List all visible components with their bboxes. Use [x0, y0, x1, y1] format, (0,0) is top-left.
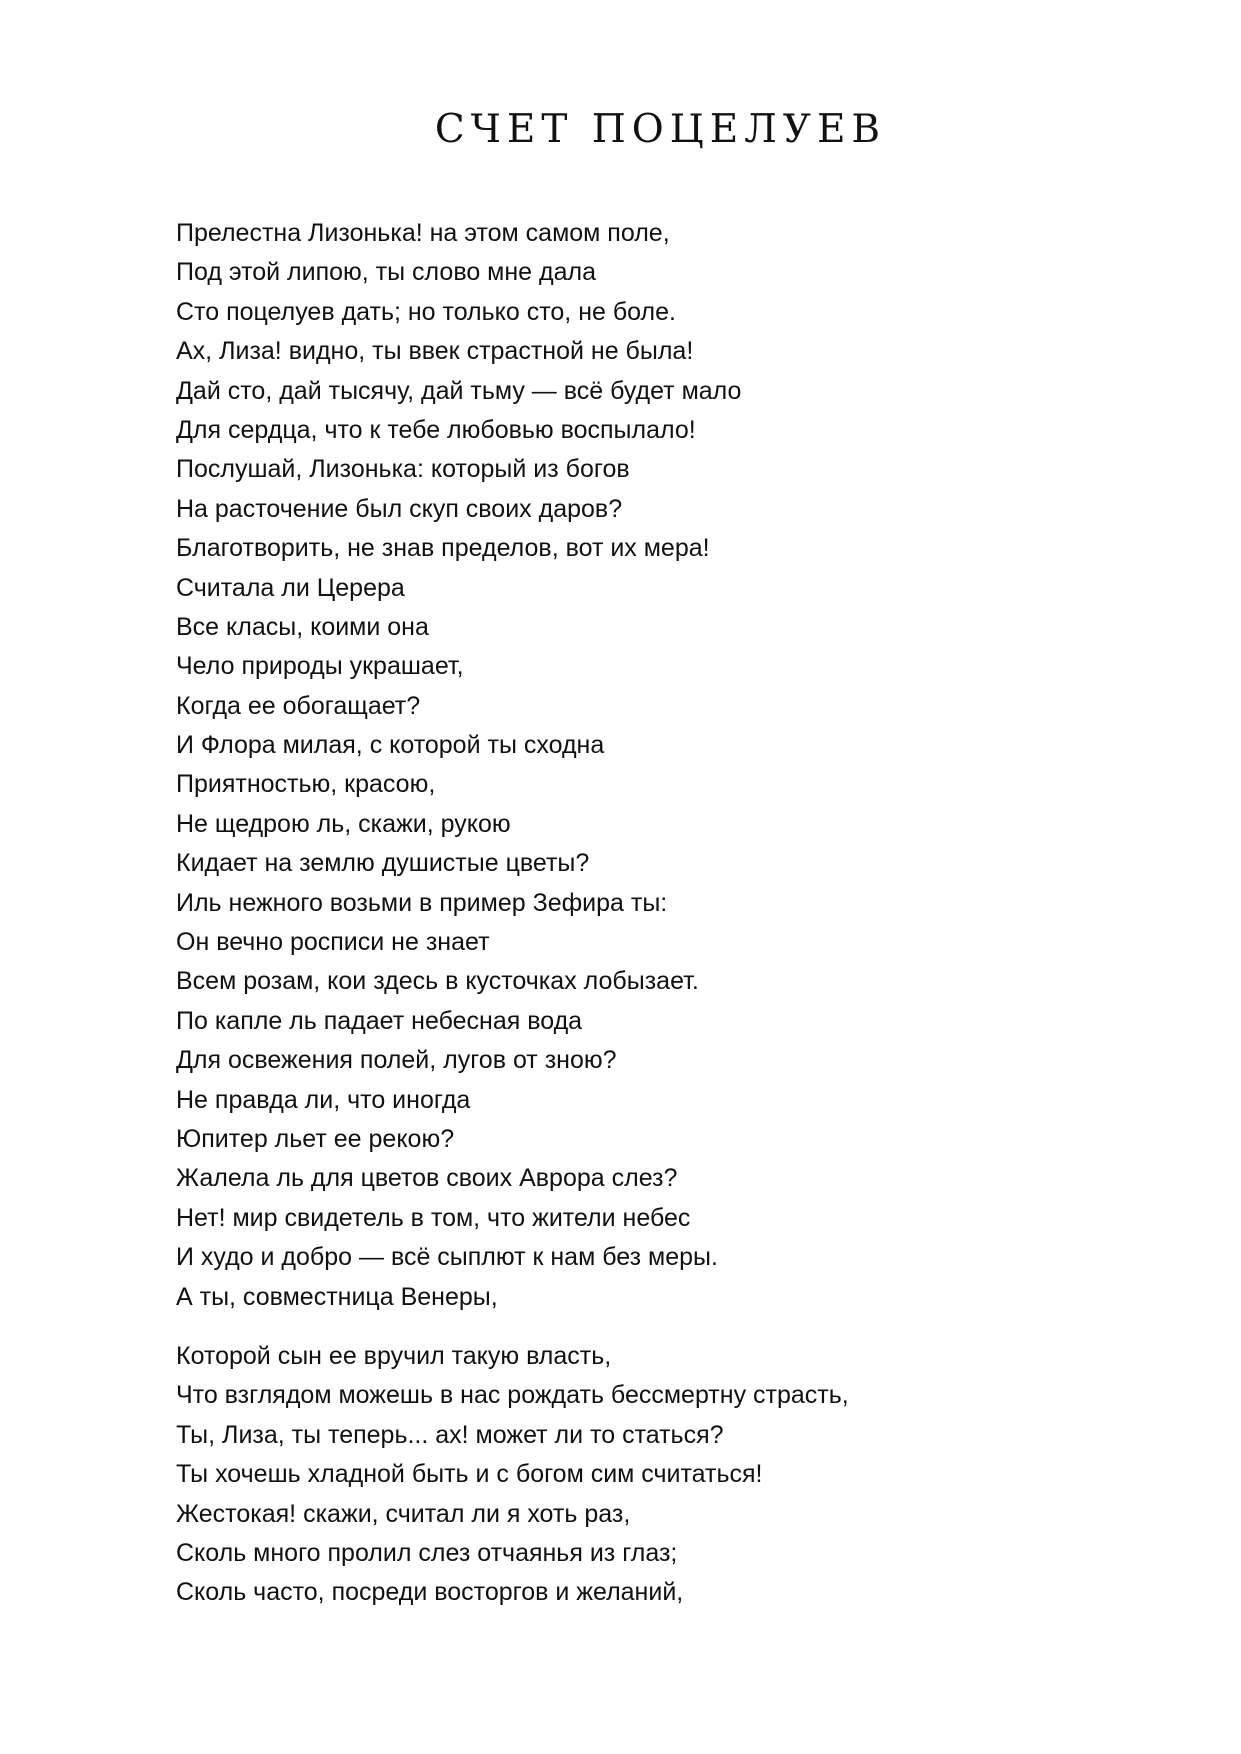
stanza-2 — [176, 1337, 849, 1613]
poem-line: Послушай, Лизонька: который из богов — [176, 455, 630, 484]
poem-line: Все класы, коими она — [176, 612, 429, 641]
poem-line: Ах, Лиза! видно, ты ввек страстной не была! — [176, 337, 694, 366]
poem-line: Кидает на землю душистые цветы? — [176, 849, 590, 878]
poem-line: Юпитер льет ее рекою? — [176, 1124, 455, 1153]
poem-line: Когда ее обогащает? — [176, 691, 421, 720]
poem-line: Нет! мир свидетель в том, что жители небес — [176, 1203, 691, 1232]
poem-line: Прелестна Лизонька! на этом самом поле, — [176, 219, 670, 247]
poem-line: Не щедрою ль, скажи, рукою — [176, 809, 511, 838]
poem-line: Благотворить, не знав пределов, вот их мера! — [176, 534, 710, 563]
poem-line: Считала ли Церера — [176, 573, 405, 602]
poem-line: Чело природы украшает, — [176, 652, 464, 681]
poem-line: Под этой липою, ты слово мне дала — [176, 258, 596, 287]
poem-line: Ты хочешь хладной быть и с богом сим считаться! — [176, 1460, 763, 1489]
poem-line: Всем розам, кои здесь в кусточках лобызает. — [176, 967, 699, 996]
poem-title: СЧЕТ ПОЦЕЛУЕВ — [434, 107, 887, 152]
poem-line: Иль нежного возьми в пример Зефира ты: — [176, 888, 668, 917]
poem-line: А ты, совместница Венеры, — [176, 1282, 498, 1311]
poem-line: Для освежения полей, лугов от зною? — [176, 1046, 617, 1075]
poem-line: Ты, Лиза, ты теперь... ах! может ли то статься? — [176, 1420, 724, 1449]
poem-line: Дай сто, дай тысячу, дай тьму — всё будет мало — [176, 376, 742, 405]
poem-line: Он вечно росписи не знает — [176, 928, 490, 957]
poem-line: Сколь часто, посреди восторгов и желаний, — [176, 1578, 684, 1607]
poem-line: Для сердца, что к тебе любовью воспылало! — [176, 415, 696, 444]
stanza-1 — [176, 214, 741, 1317]
poem-line: Сколь много пролил слез отчаянья из глаз; — [176, 1538, 678, 1567]
poem-line: Жестокая! скажи, считал ли я хоть раз, — [176, 1499, 631, 1528]
poem-line: Приятностью, красою, — [176, 770, 436, 799]
poem-line: Которой сын ее вручил такую власть, — [176, 1342, 612, 1370]
poem-line: Не правда ли, что иногда — [176, 1085, 471, 1114]
poem-line: Сто поцелуев дать; но только сто, не боле. — [176, 297, 676, 326]
poem-line: На расточение был скуп своих даров? — [176, 494, 623, 523]
poem-line: И Флора милая, с которой ты сходна — [176, 731, 605, 760]
poem-line: Жалела ль для цветов своих Аврора слез? — [176, 1164, 678, 1193]
poem-line: И худо и добро — всё сыплют к нам без меры. — [176, 1243, 718, 1272]
poem-line: Что взглядом можешь в нас рождать бессмертну страсть, — [176, 1381, 849, 1410]
poem-line: По капле ль падает небесная вода — [176, 1006, 583, 1035]
